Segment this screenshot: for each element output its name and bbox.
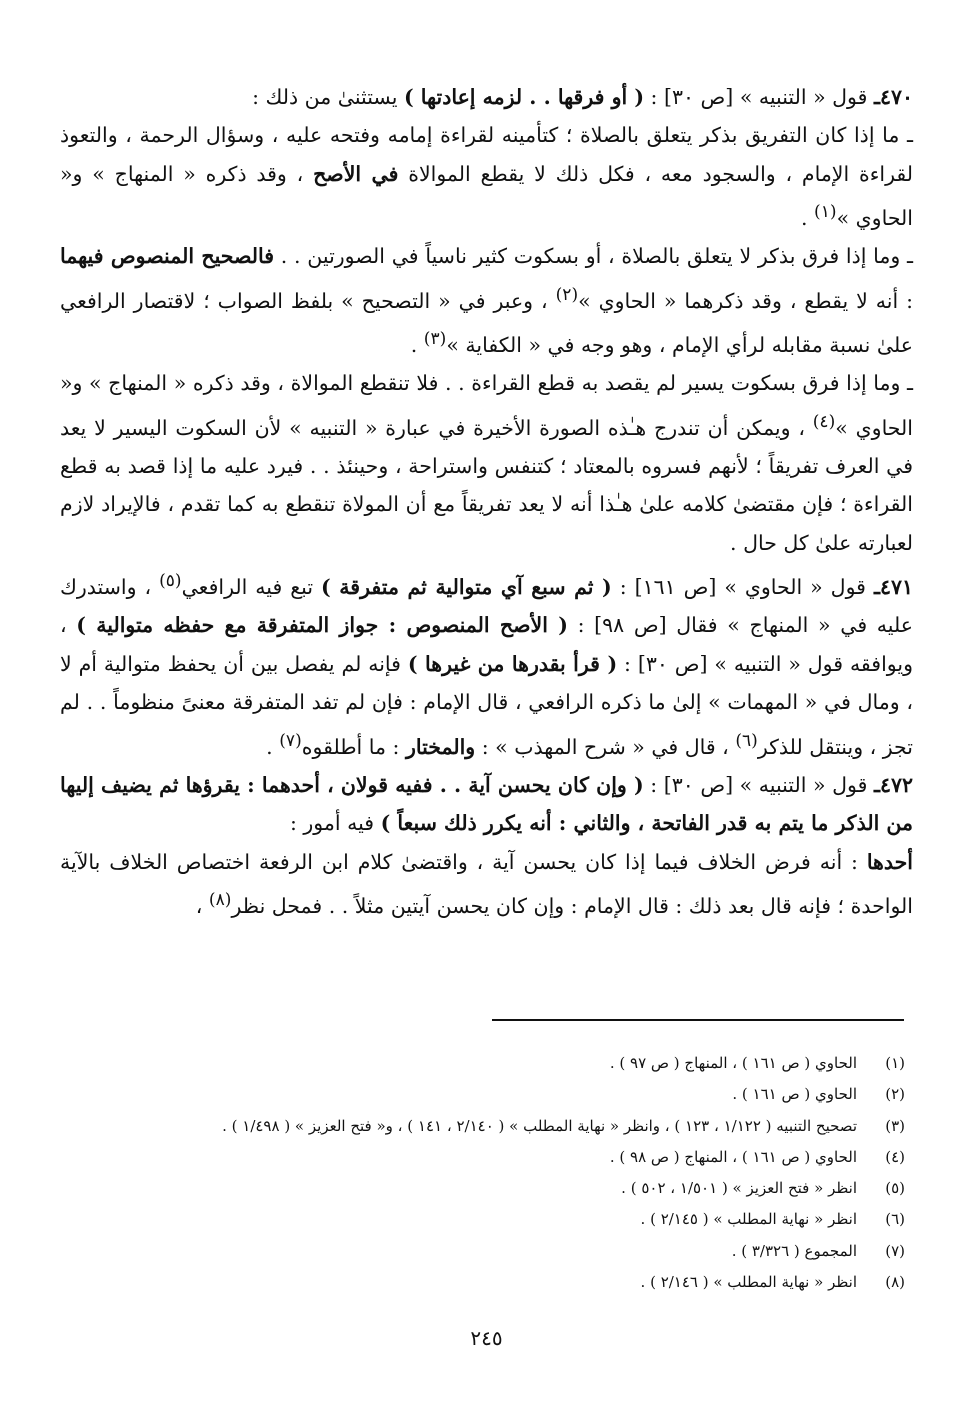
paragraph-text: : أنه فرض الخلاف فيما إذا كان يحسن آية ، واقتضىٰ كلام ابن الرفعة اختصاص الخلاف بالآية الواحدة ؛ فإنه قال بعد ذلك : قال الإمام : وإن كان يحسن آيتين مثلاً . . فمحل نظر	[60, 849, 913, 918]
paragraph-470-case-2	[60, 237, 913, 364]
page-number: ٢٤٥	[470, 1326, 503, 1350]
footnote-number: (٢)	[885, 1085, 905, 1104]
paragraph-text: ، قال في « شرح المهذب » :	[475, 734, 736, 759]
footnote-number: (٤)	[885, 1147, 905, 1166]
issue-number-472: ٤٧٢ـ	[873, 772, 914, 797]
quote: ( قرأ بقدرها من غيرها )	[407, 651, 618, 676]
paragraph-470-tail: يستثنىٰ من ذلك :	[252, 85, 404, 109]
footnote-text: الحاوي ( ص ١٦١ ) ، المنهاج ( ص ٩٧ ) .	[609, 1054, 857, 1072]
footnote-number: (٥)	[885, 1179, 905, 1198]
footnote-ref-5[interactable]: (٥)	[159, 571, 182, 592]
footnote-text: تصحيح التنبيه ( ١/١٢٢ ، ١٢٣ ) ، وانظر « نهاية المطلب » ( ٢/١٤٠ ، ١٤١ ) ، و« فتح العزيز » ( ١/٤٩٨ ) .	[222, 1116, 857, 1135]
paragraph-470-intro: قول « التنبيه » [ص ٣٠] :	[644, 85, 874, 109]
paragraph-text: ، ويمكن أن تندرج هـٰذه الصورة الأخيرة في عبارة « التنبيه » لأن السكوت اليسير لا يعد في العرف تفريقاً ؛ لأنهم فسروه بالمعتاد ؛ كتنفس واستراحة ، وحينئذ . . فيرد عليه ما إذا قصد به قطع القراءة ؛ فإن مقتضىٰ كلامه علىٰ هـٰذا أنه لا يعد تفريقاً مع أن المولاة تنقطع به كما تقدم ، فالإيراد لازم لعبارته علىٰ كل حال .	[60, 415, 913, 555]
footnote-ref-4[interactable]: (٤)	[812, 411, 836, 432]
paragraph-text: ـ ما إذا كان التفريق بذكر يتعلق بالصلاة ؛ كتأمينه لقراءة إمامه وفتحه عليه ، وسؤال الرحمة ، والتعوذ لقراءة الإمام ، والسجود معه ، فكل ذلك لا يقطع الموالاة	[60, 123, 913, 186]
footnote-item	[85, 1079, 905, 1110]
bold-term: فالصحيح المنصوص فيهما	[60, 244, 275, 269]
footnote-ref-1[interactable]: (١)	[814, 202, 837, 223]
paragraph-text: قول « التنبيه » [ص ٣٠] :	[643, 772, 874, 797]
bold-term: أحدها	[866, 849, 913, 874]
footnote-item	[85, 1048, 905, 1079]
paragraph-text: .	[410, 332, 424, 357]
paragraph-text: .	[800, 206, 815, 231]
footnote-ref-3[interactable]: (٣)	[423, 329, 447, 350]
paragraph-472-point-1	[60, 843, 913, 926]
paragraph-text: ـ وما إذا فرق بسكوت يسير لم يقصد به قطع القراءة . . فلا تنقطع الموالاة ، وقد ذكره « المنهاج » و« الحاوي »	[60, 371, 913, 440]
footnotes	[85, 1048, 905, 1298]
paragraph-471	[60, 562, 913, 766]
paragraph-text: ـ وما إذا فرق بذكر لا يتعلق بالصلاة ، أو بسكوت كثير ناسياً في الصورتين . .	[274, 244, 913, 269]
footnote-number: (١)	[885, 1054, 905, 1072]
paragraph-text: ، واستدرك عليه في « المنهاج » فقال [ص ٩٨] :	[60, 575, 913, 638]
footnote-text: المجموع ( ٣/٣٢٦ ) .	[731, 1241, 857, 1260]
footnote-text: انظر « فتح العزيز » ( ١/٥٠١ ، ٥٠٢ ) .	[621, 1179, 857, 1198]
issue-number-471: ٤٧١ـ	[873, 575, 913, 600]
footnote-item	[85, 1204, 905, 1235]
footnote-item	[85, 1236, 905, 1267]
quote: ( وإن كان يحسن آية . . ففيه قولان ، أحدهما : يقرؤها ثم يضيف إليها من الذكر ما يتم به قدر الفاتحة ، والثاني : أنه يكرر ذلك سبعاً )	[60, 772, 913, 836]
footnote-ref-6[interactable]: (٦)	[735, 730, 758, 751]
footnote-number: (٦)	[885, 1210, 905, 1229]
footnote-text: انظر « نهاية المطلب » ( ٢/١٤٦ ) .	[640, 1273, 857, 1292]
footnote-ref-7[interactable]: (٧)	[279, 730, 302, 751]
footnote-item	[85, 1111, 905, 1142]
paragraph-470-case-3	[60, 364, 913, 562]
bold-term: في الأصح	[313, 161, 399, 186]
footnote-text: انظر « نهاية المطلب » ( ٢/١٤٥ ) .	[640, 1210, 857, 1229]
footnote-item	[85, 1173, 905, 1204]
paragraph-text: ، وقد ذكره « المنهاج » و« الحاوي »	[60, 161, 913, 231]
paragraph-text: ، وعبر في « التصحيح » بلفظ الصواب ؛ لاقتصار الرافعي علىٰ نسبة مقابله لرأي الإمام ، وهو وجه في « الكفاية »	[60, 288, 913, 357]
footnote-text: الحاوي ( ص ١٦١ ) .	[732, 1085, 857, 1104]
paragraph-text: .	[266, 734, 280, 759]
quote: ( ثم سبع آي متوالية ثم متفرقة )	[321, 575, 612, 600]
paragraph-text: فإنه لم يفصل بين أن يحفظ متوالية أم لا ، ومال في « المهمات » إلىٰ ما ذكره الرافعي ، قال الإمام : فإن لم تفد المتفرقة معنىً منظوماً . . لم تجز ، وينتقل للذكر	[60, 651, 913, 759]
footnote-ref-2[interactable]: (٢)	[555, 284, 579, 305]
footnote-ref-8[interactable]: (٨)	[208, 890, 232, 911]
paragraph-text: تبع فيه الرافعي	[181, 575, 321, 600]
footnote-item	[85, 1142, 905, 1173]
paragraph-text: قول « الحاوي » [ص ١٦١] :	[611, 575, 874, 600]
quote: ( الأصح المنصوص : جواز المتفرقة مع حفظه متوالية )	[76, 613, 568, 638]
paragraph-text: : ما أطلقوه	[301, 734, 406, 759]
paragraph-text: فيه أمور :	[289, 811, 381, 836]
footnote-item	[85, 1267, 905, 1298]
paragraph-text: ، ويوافقه قول « التنبيه » [ص ٣٠] :	[60, 613, 913, 676]
paragraph-470-heading	[60, 78, 913, 116]
paragraph-text: : أنه لا يقطع ، وقد ذكرهما « الحاوي »	[578, 288, 913, 313]
footnote-number: (٣)	[885, 1116, 905, 1135]
paragraph-472	[60, 766, 913, 843]
main-text	[60, 78, 913, 925]
paragraph-470-quote: ( أو فرقها . . لزمه إعادتها )	[403, 85, 645, 109]
bold-term: والمختار	[405, 734, 476, 759]
footnote-text: الحاوي ( ص ١٦١ ) ، المنهاج ( ص ٩٨ ) .	[609, 1147, 857, 1166]
paragraph-text: ،	[195, 893, 209, 918]
page-body	[60, 78, 913, 925]
footnote-number: (٨)	[885, 1273, 905, 1292]
issue-number-470: ٤٧٠ـ	[873, 85, 913, 109]
footnote-number: (٧)	[885, 1241, 905, 1260]
paragraph-470-case-1	[60, 116, 913, 237]
footnote-divider	[492, 1019, 904, 1021]
